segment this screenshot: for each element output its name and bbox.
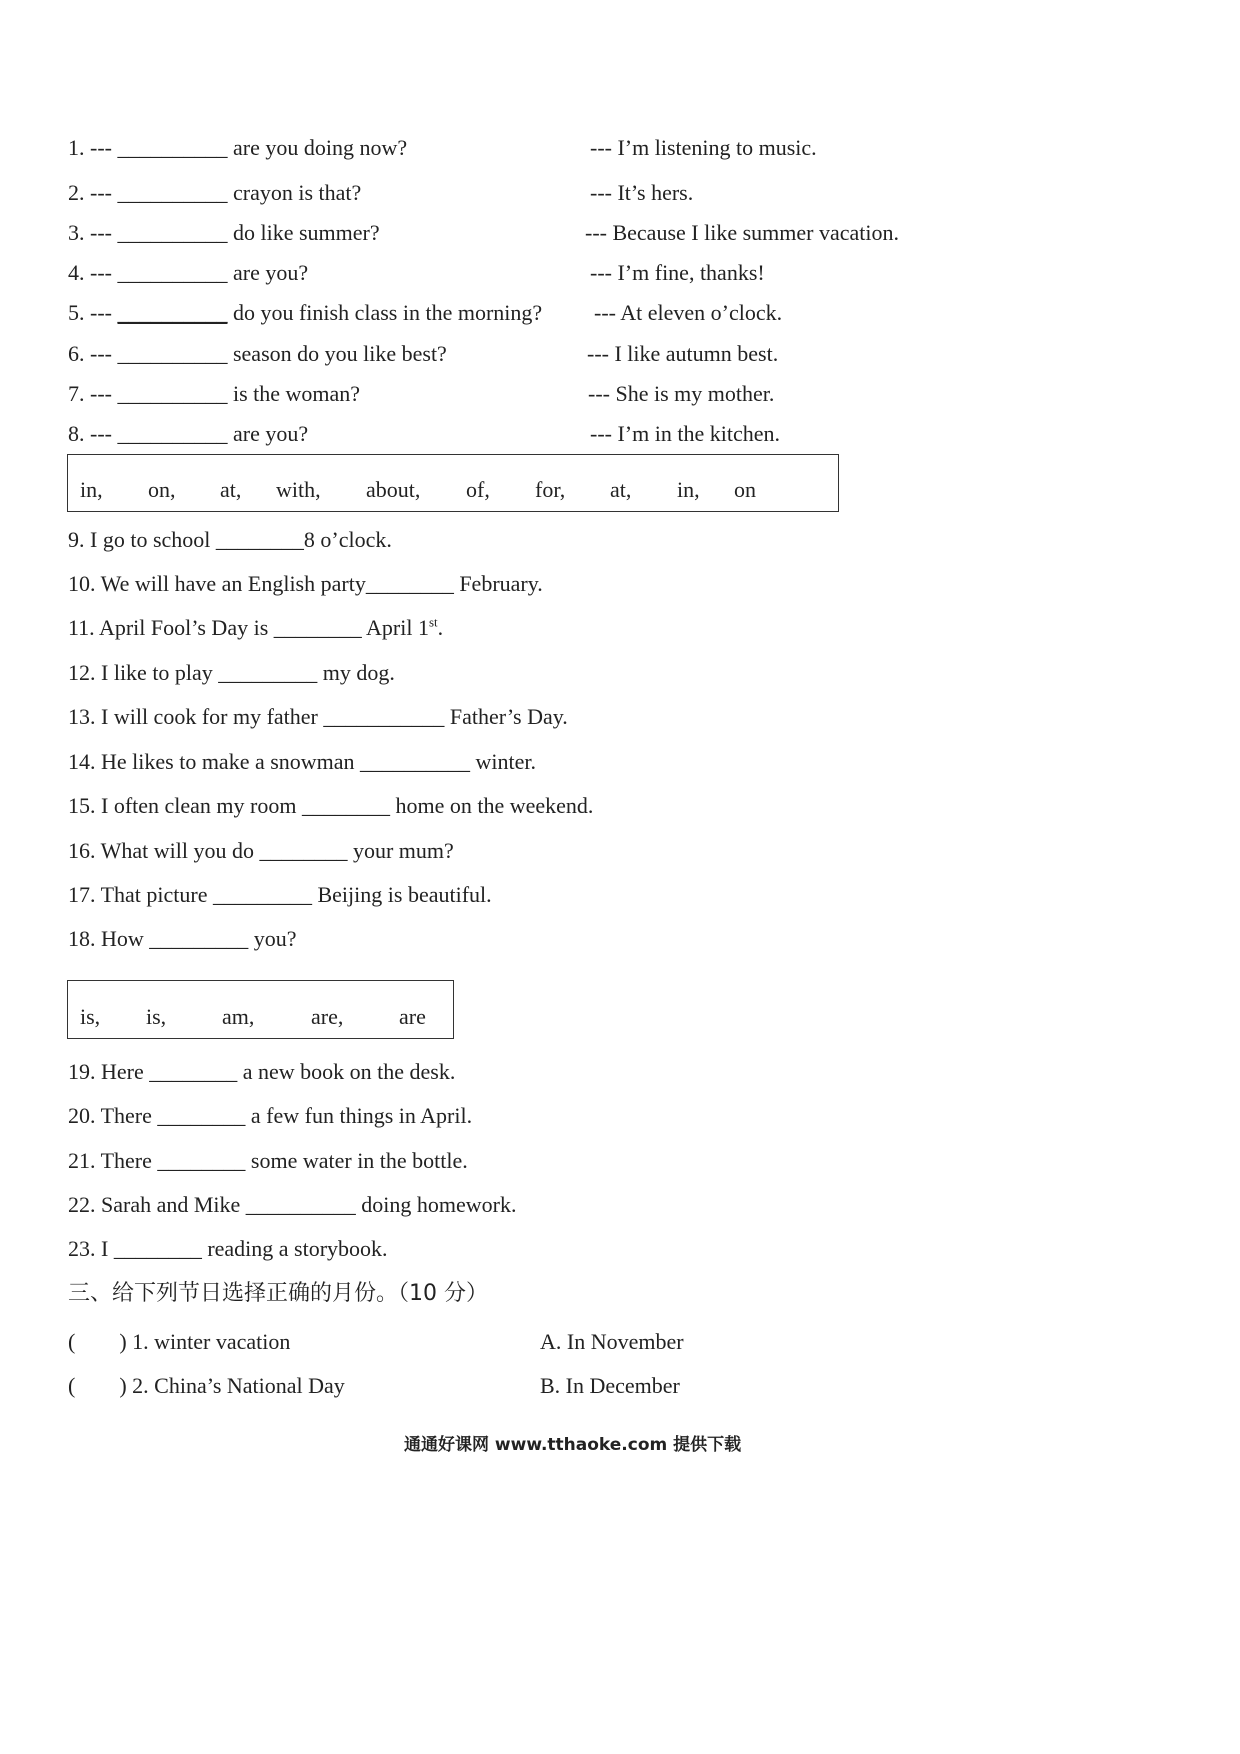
word-bank-item: on, (148, 477, 176, 502)
question-17: 17. That picture _________ Beijing is beautiful. (68, 882, 492, 907)
question-6: 6. --- __________ season do you like best? (68, 341, 447, 366)
question-1: 1. --- __________ are you doing now? (68, 135, 408, 160)
question-11 (68, 615, 443, 641)
answer-4: --- I’m fine, thanks! (590, 260, 765, 285)
question-16: 16. What will you do ________ your mum? (68, 838, 454, 863)
word-bank-item: in, (677, 477, 700, 502)
question-19: 19. Here ________ a new book on the desk. (68, 1059, 456, 1084)
question-13: 13. I will cook for my father ___________ Father’s Day. (68, 704, 568, 729)
word-bank-item: for, (535, 477, 566, 502)
question-14: 14. He likes to make a snowman __________ winter. (68, 749, 537, 774)
word-bank-item: are, (311, 1004, 344, 1029)
word-bank-item: on (734, 477, 756, 502)
word-bank-item: are (399, 1004, 426, 1029)
question-12: 12. I like to play _________ my dog. (68, 660, 395, 685)
answer-7: --- She is my mother. (588, 381, 775, 406)
question-5-text: do you finish class in the morning? (227, 300, 543, 325)
question-5-number: 5. --- (68, 300, 118, 325)
question-18: 18. How _________ you? (68, 926, 297, 951)
question-11-text: 11. April Fool’s Day is ________ April 1 (68, 615, 429, 640)
word-bank-item: is, (80, 1004, 101, 1029)
matching-option-a: A. In November (540, 1329, 684, 1354)
matching-item-2: ( ) 2. China’s National Day (68, 1373, 345, 1398)
question-5 (68, 300, 542, 326)
answer-6: --- I like autumn best. (587, 341, 779, 366)
word-bank-item: at, (610, 477, 632, 502)
ordinal-suffix: st (428, 614, 438, 630)
word-bank-item: in, (80, 477, 103, 502)
word-bank-item: am, (222, 1004, 255, 1029)
question-11-end: . (437, 615, 444, 640)
question-23: 23. I ________ reading a storybook. (68, 1236, 388, 1261)
question-7: 7. --- __________ is the woman? (68, 381, 361, 406)
word-bank-box-prepositions (67, 454, 839, 512)
answer-3: --- Because I like summer vacation. (585, 220, 899, 245)
word-bank-item: at, (220, 477, 242, 502)
question-15: 15. I often clean my room ________ home on the weekend. (68, 793, 594, 818)
word-bank-item: of, (466, 477, 490, 502)
question-20: 20. There ________ a few fun things in April. (68, 1103, 473, 1128)
matching-option-b: B. In December (540, 1373, 680, 1398)
question-10: 10. We will have an English party________ February. (68, 571, 543, 596)
question-21: 21. There ________ some water in the bottle. (68, 1148, 468, 1173)
footer-source: 通通好课网 www.tthaoke.com 提供下载 (404, 1435, 742, 1455)
question-8: 8. --- __________ are you? (68, 421, 309, 446)
answer-2: --- It’s hers. (590, 180, 694, 205)
word-bank-box-be-verbs (67, 980, 454, 1039)
answer-8: --- I’m in the kitchen. (590, 421, 780, 446)
section-three-heading: 三、给下列节日选择正确的月份。（10 分） (68, 1281, 488, 1306)
word-bank-item: with, (276, 477, 321, 502)
answer-1: --- I’m listening to music. (590, 135, 817, 160)
matching-item-1: ( ) 1. winter vacation (68, 1329, 291, 1354)
question-3: 3. --- __________ do like summer? (68, 220, 380, 245)
word-bank-item: about, (366, 477, 421, 502)
answer-5: --- At eleven o’clock. (594, 300, 783, 325)
question-2: 2. --- __________ crayon is that? (68, 180, 362, 205)
question-9: 9. I go to school ________8 o’clock. (68, 527, 392, 552)
question-4: 4. --- __________ are you? (68, 260, 309, 285)
question-22: 22. Sarah and Mike __________ doing homework. (68, 1192, 517, 1217)
question-5-blank: __________ (117, 300, 228, 325)
word-bank-item: is, (146, 1004, 167, 1029)
